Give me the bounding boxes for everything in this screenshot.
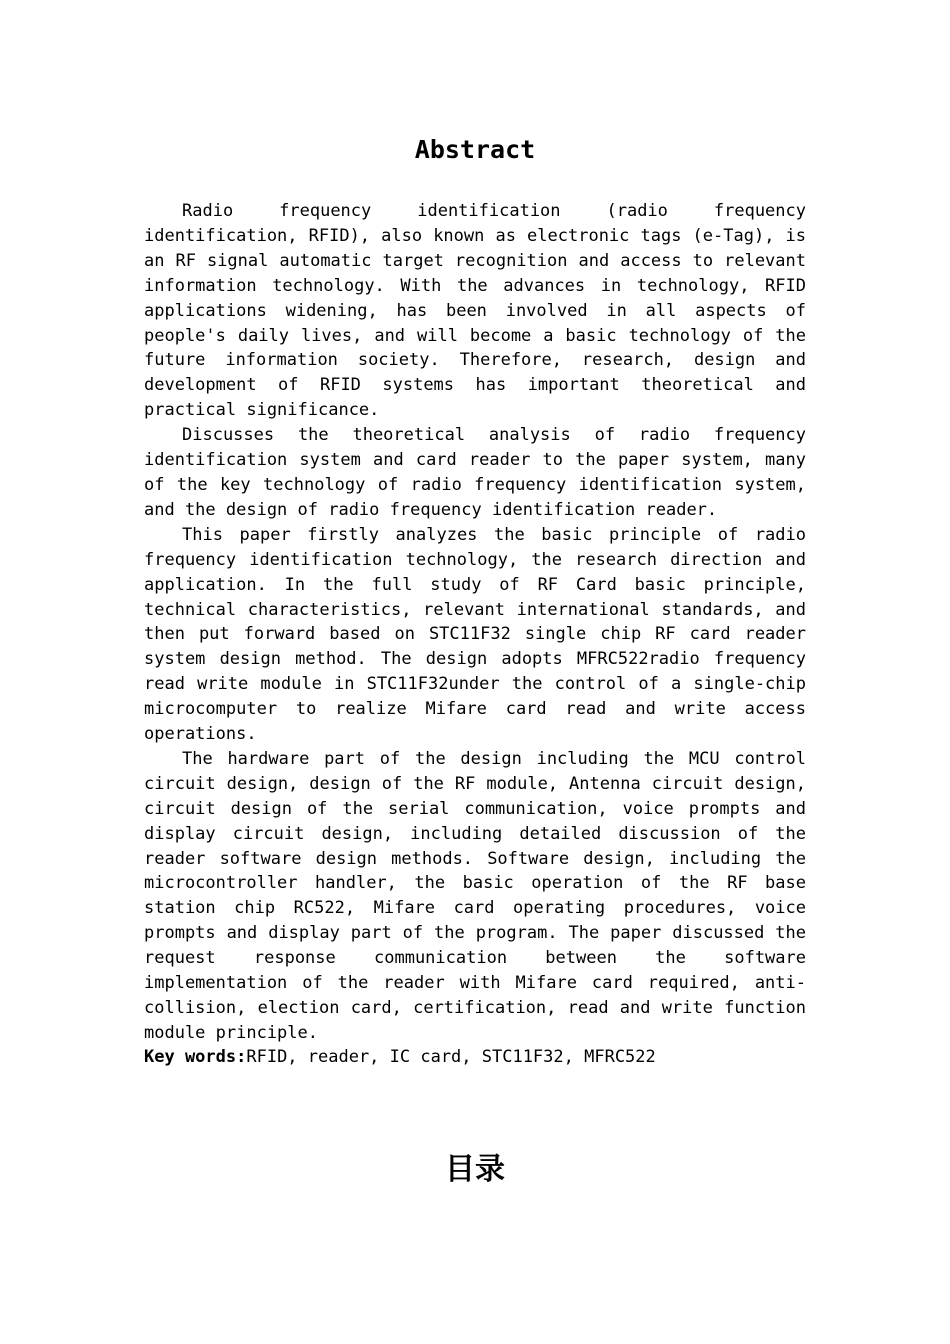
abstract-paragraph-4: The hardware part of the design including the MCU control circuit design, design of the RF module, Antenna circuit design, circuit design of the serial communication, voice prompts and display circuit design, including detailed discussion of the reader software design methods. Software design, including the microcontroller handler, the basic operation of the RF base station chip RC522, Mifare card operating procedures, voice prompts and display part of the program. The paper discussed the request response communication between the software implementation of the reader with Mifare card required, anti-collision, election card, certification, read and write function module principle. xyxy=(144,748,806,1043)
abstract-paragraph-1: Radio frequency identification (radio frequency identification, RFID), also known as electronic tags (e-Tag), is an RF signal automatic target recognition and access to relevant information technology. With the advances in technology, RFID applications widening, has been involved in all aspects of people's daily lives, and will become a basic technology of the future information society. Therefore, research, design and development of RFID systems has important theoretical and practical significance. xyxy=(144,201,806,421)
keywords-label: Key words: xyxy=(144,1047,247,1067)
keywords-value: RFID, reader, IC card, STC11F32, MFRC522 xyxy=(246,1047,656,1067)
abstract-paragraph-3: This paper firstly analyzes the basic principle of radio frequency identification technology, the research direction and application. In the full study of RF Card basic principle, technical characteristics, relevant international standards, and then put forward based on STC11F32 single chip RF card reader system design method. The design adopts MFRC522radio frequency read write module in STC11F32under the control of a single-chip microcomputer to realize Mifare card read and write access operations. xyxy=(144,524,806,745)
keywords-line xyxy=(144,1045,806,1070)
abstract-title: Abstract xyxy=(414,135,536,164)
toc-title: 目录 xyxy=(445,1152,505,1187)
abstract-paragraph-2: Discusses the theoretical analysis of radio frequency identification system and card reader to the paper system, many of the key technology of radio frequency identification system, and the design of radio frequency identification reader. xyxy=(144,425,806,520)
abstract-body xyxy=(144,199,806,1046)
